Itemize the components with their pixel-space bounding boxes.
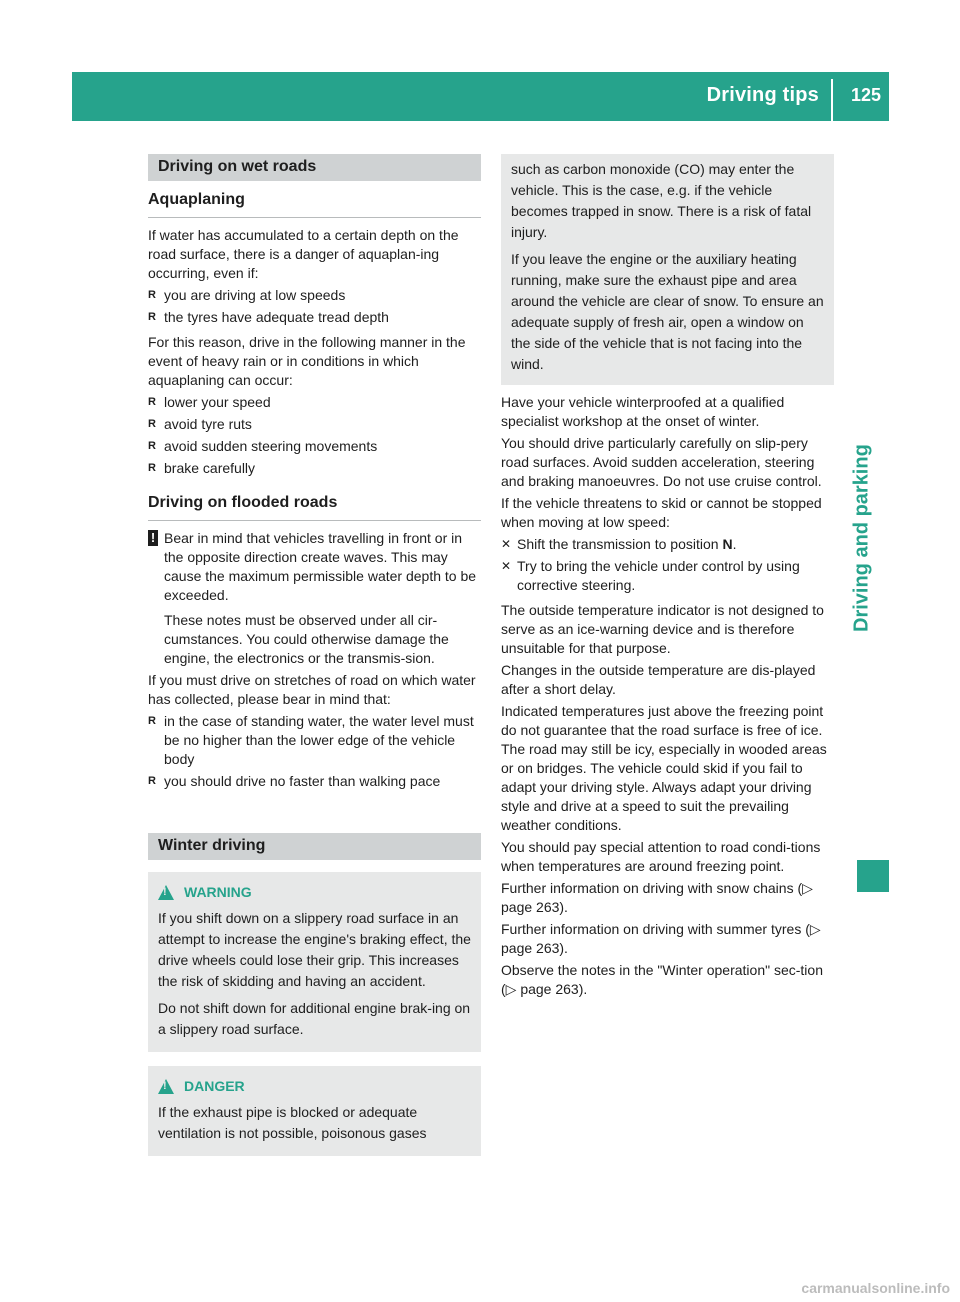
bullet-icon: R xyxy=(148,440,156,452)
list-item: R brake carefully xyxy=(148,460,256,476)
list-item: R avoid tyre ruts xyxy=(148,416,252,432)
danger-text: If the exhaust pipe is blocked or adequate ventilation is not possible, poisonous gases xyxy=(158,1104,427,1141)
paragraph: If the vehicle threatens to skid or cannot be stopped when moving at low speed: xyxy=(501,495,822,530)
bullet-icon: R xyxy=(148,715,156,727)
list-item: R lower your speed xyxy=(148,394,271,410)
instruction-step: ✕ Shift the transmission to position N. xyxy=(501,536,737,552)
paragraph: You should drive particularly carefully on slip-pery road surfaces. Avoid sudden acceleration, steering and braking manoeuvres. Do not use cruise control. xyxy=(501,435,822,489)
subheading-aquaplaning: Aquaplaning xyxy=(148,181,481,218)
step-arrow-icon: ✕ xyxy=(501,559,512,573)
danger-box-continued xyxy=(501,154,834,385)
warning-text: Do not shift down for additional engine brak-ing on a slippery road surface. xyxy=(158,1000,471,1037)
note-text: Bear in mind that vehicles travelling in front or in the opposite direction create waves. This may cause the maximum permissible water depth to be exceeded. xyxy=(164,530,477,603)
paragraph: Have your vehicle winterproofed at a qualified specialist workshop at the onset of winter. xyxy=(501,394,785,429)
paragraph: For this reason, drive in the following manner in the event of heavy rain or in conditions in which aquaplaning can occur: xyxy=(148,334,466,388)
list-item: R you should drive no faster than walking pace xyxy=(148,773,441,789)
bullet-icon: R xyxy=(148,775,156,787)
warning-label: WARNING xyxy=(184,884,252,900)
list-item: R the tyres have adequate tread depth xyxy=(148,309,389,325)
subheading-flooded-roads: Driving on flooded roads xyxy=(148,484,481,521)
danger-text: If you leave the engine or the auxiliary heating running, make sure the exhaust pipe and area around the vehicle are clear of snow. To ensure an adequate supply of fresh air, open a window on the side of the vehicle that is not facing into the wind. xyxy=(511,251,824,372)
bullet-list xyxy=(148,712,481,791)
bullet-list xyxy=(148,286,481,327)
warning-header xyxy=(158,884,473,900)
list-item: R you are driving at low speeds xyxy=(148,287,346,303)
paragraph: Changes in the outside temperature are dis-played after a short delay. xyxy=(501,662,816,697)
cross-reference[interactable]: Further information on driving with summer tyres (▷ page 263). xyxy=(501,921,821,956)
paragraph: If you must drive on stretches of road on which water has collected, please bear in mind that: xyxy=(148,672,476,707)
bullet-icon: R xyxy=(148,462,156,474)
warning-text: If you shift down on a slippery road surface in an attempt to increase the engine's braking effect, the drive wheels could lose their grip. This increases the risk of skidding and having an accident. xyxy=(158,910,471,989)
bullet-icon: R xyxy=(148,418,156,430)
warning-triangle-icon xyxy=(158,885,174,900)
warning-box xyxy=(148,872,481,1052)
instruction-step: ✕ Try to bring the vehicle under control by using corrective steering. xyxy=(501,558,800,593)
right-column xyxy=(501,154,834,999)
watermark: carmanualsonline.info xyxy=(801,1280,950,1296)
side-tab-marker xyxy=(857,860,889,892)
paragraph: The outside temperature indicator is not designed to serve as an ice-warning device and is therefore unsuitable for that purpose. xyxy=(501,602,824,656)
bullet-list xyxy=(148,393,481,478)
side-tab-label: Driving and parking xyxy=(850,444,873,632)
caution-note xyxy=(148,529,481,668)
danger-text: such as carbon monoxide (CO) may enter the vehicle. This is the case, e.g. if the vehicle becomes trapped in snow. There is a risk of fatal injury. xyxy=(511,161,812,240)
section-heading-wet-roads: Driving on wet roads xyxy=(148,154,481,181)
header-divider xyxy=(831,79,833,121)
paragraph: Indicated temperatures just above the freezing point do not guarantee that the road surface is free of ice. The road may still be icy, especially in wooded areas or on bridges. The vehicle could skid if you fail to adapt your driving style. Always adapt your driving style and drive at a speed to suit the prevailing weather conditions. xyxy=(501,703,827,833)
section-heading-winter: Winter driving xyxy=(148,833,481,860)
bullet-icon: R xyxy=(148,311,156,323)
danger-label: DANGER xyxy=(184,1078,245,1094)
list-item: R avoid sudden steering movements xyxy=(148,438,378,454)
step-list xyxy=(501,535,834,595)
cross-reference[interactable]: Further information on driving with snow chains (▷ page 263). xyxy=(501,880,813,915)
cross-reference[interactable]: Observe the notes in the "Winter operation" sec-tion (▷ page 263). xyxy=(501,962,823,997)
left-column xyxy=(148,154,481,1156)
danger-header xyxy=(158,1078,473,1094)
note-text: These notes must be observed under all cir-cumstances. You could otherwise damage the engine, the electronics or the transmis-sion. xyxy=(164,612,449,666)
danger-box xyxy=(148,1066,481,1156)
page-number: 125 xyxy=(850,85,881,105)
list-item: R in the case of standing water, the water level must be no higher than the lower edge of the vehicle body xyxy=(148,713,474,767)
bullet-icon: R xyxy=(148,289,156,301)
paragraph: If water has accumulated to a certain depth on the road surface, there is a danger of aquaplan-ing occurring, even if: xyxy=(148,227,459,281)
step-arrow-icon: ✕ xyxy=(501,537,512,551)
header-bar xyxy=(72,72,889,121)
bullet-icon: R xyxy=(148,396,156,408)
exclamation-icon: ! xyxy=(148,530,158,546)
paragraph: You should pay special attention to road condi-tions when temperatures are around freezing point. xyxy=(501,839,821,874)
gear-position: N xyxy=(722,536,733,552)
warning-triangle-icon xyxy=(158,1079,174,1094)
chapter-title: Driving tips xyxy=(706,84,819,106)
